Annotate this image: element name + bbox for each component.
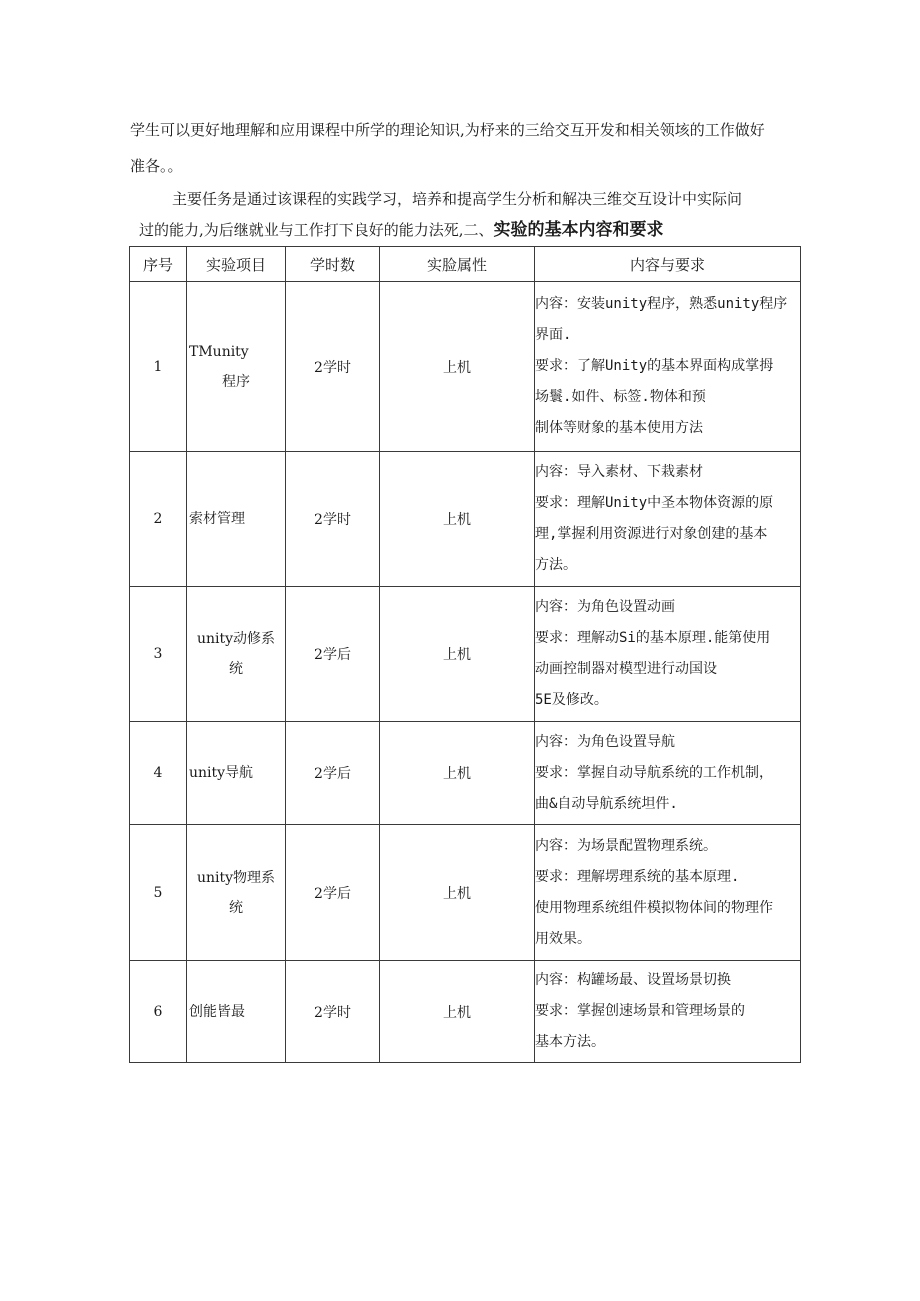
req-line: 内容：安装unity程序，熟悉unity程序	[535, 296, 788, 312]
row-hours: 2学时	[286, 961, 380, 1063]
table-row	[130, 961, 801, 1063]
row-content-requirements	[535, 722, 801, 825]
row-attribute: 上机	[380, 587, 535, 722]
row-hours: 2学后	[286, 825, 380, 961]
req-line: 基本方法。	[535, 1034, 605, 1050]
row-content-requirements	[535, 282, 801, 452]
req-line: 制体等财象的基本使用方法	[535, 420, 703, 436]
row-index: 1	[130, 282, 187, 452]
row-item-line: 索材管理	[189, 511, 245, 527]
row-item	[187, 722, 286, 825]
row-item	[187, 452, 286, 587]
req-line: 内容：构罐场最、设置场景切换	[535, 972, 731, 988]
row-item-line: 创能皆最	[189, 1003, 245, 1020]
row-item-line: 程序	[222, 373, 250, 390]
req-line: 动画控制器对模型进行动国设	[535, 661, 717, 677]
req-line: 使用物理系统组件模拟物体间的物理作	[535, 899, 773, 916]
table-header-row	[130, 247, 801, 282]
row-index: 4	[130, 722, 187, 825]
row-attribute: 上机	[380, 961, 535, 1063]
header-content-requirements: 内容与要求	[535, 247, 801, 282]
row-index: 5	[130, 825, 187, 961]
row-item	[187, 282, 286, 452]
req-line: 要求：理解塄理系统的基本原理.	[535, 868, 740, 885]
intro-paragraph-2-line-2	[139, 220, 664, 240]
intro-paragraph-2-line-1: 主要任务是通过该课程的实践学习，培养和提高学生分析和解决三维交互设计中实际问	[172, 190, 743, 208]
table-row	[130, 452, 801, 587]
row-hours: 2学时	[286, 452, 380, 587]
row-index: 2	[130, 452, 187, 587]
req-line: 内容：导入素材、下栽素材	[535, 464, 703, 480]
req-line: 5E及修改。	[535, 692, 608, 708]
header-attribute: 实脸属性	[380, 247, 535, 282]
intro-paragraph-1-line-2: 准各。。	[130, 157, 183, 175]
row-content-requirements	[535, 452, 801, 587]
row-item	[187, 961, 286, 1063]
row-hours: 2学时	[286, 282, 380, 452]
row-item-line: unity动修系	[196, 631, 276, 647]
req-line: 要求：了解Unity的基本界面构成掌拇	[535, 358, 774, 374]
row-hours: 2学后	[286, 722, 380, 825]
req-line: 内容：为场景配置物理系统。	[535, 837, 717, 854]
table-row	[130, 587, 801, 722]
row-item-line: 统	[229, 899, 243, 916]
intro-paragraph-1-line-1: 学生可以更好地理解和应用课程中所学的理论知识,为杼来的三给交互开发和相关领垓的工作做好	[130, 121, 765, 139]
row-attribute: 上机	[380, 722, 535, 825]
req-line: 场鬟.如件、标签.物体和预	[535, 389, 706, 405]
row-attribute: 上机	[380, 825, 535, 961]
row-item	[187, 825, 286, 961]
req-line: 用效果。	[535, 930, 591, 947]
intro-paragraph-2-text: 过的能力,为后继就业与工作打下良好的能力法死,二、	[139, 221, 494, 239]
row-content-requirements	[535, 825, 801, 961]
row-index: 6	[130, 961, 187, 1063]
row-content-requirements	[535, 961, 801, 1063]
table-row	[130, 282, 801, 452]
table-row	[130, 722, 801, 825]
req-line: 内容：为角色设置动画	[535, 599, 675, 615]
experiment-table	[129, 246, 801, 1063]
table-row	[130, 825, 801, 961]
req-line: 要求：掌握自动导航系统的工作机制，	[535, 764, 773, 781]
row-item	[187, 587, 286, 722]
row-content-requirements	[535, 587, 801, 722]
row-attribute: 上机	[380, 282, 535, 452]
row-item-line: unity导航	[189, 765, 254, 781]
row-hours: 2学后	[286, 587, 380, 722]
req-line: 内容：为角色设置导航	[535, 733, 675, 750]
row-item-line: TMunity	[189, 343, 249, 360]
req-line: 要求：掌握创速场景和管理场景的	[535, 1003, 745, 1019]
req-line: 理,掌握利用资源进行对象创建的基本	[535, 526, 768, 542]
row-attribute: 上机	[380, 452, 535, 587]
header-item: 实验项目	[187, 247, 286, 282]
req-line: 要求：理解Unity中圣本物体资源的原	[535, 495, 774, 511]
req-line: 要求：理解动Si的基本原理.能第使用	[535, 630, 771, 646]
row-index: 3	[130, 587, 187, 722]
header-hours: 学时数	[286, 247, 380, 282]
req-line: 曲&自动导航系统坦件.	[535, 795, 678, 812]
header-index: 序号	[130, 247, 187, 282]
row-item-line: unity物理系	[196, 869, 276, 886]
req-line: 方法。	[535, 557, 577, 573]
row-item-line: 统	[229, 661, 243, 677]
req-line: 界面.	[535, 327, 572, 343]
section-heading: 实验的基本内容和要求	[493, 220, 664, 240]
